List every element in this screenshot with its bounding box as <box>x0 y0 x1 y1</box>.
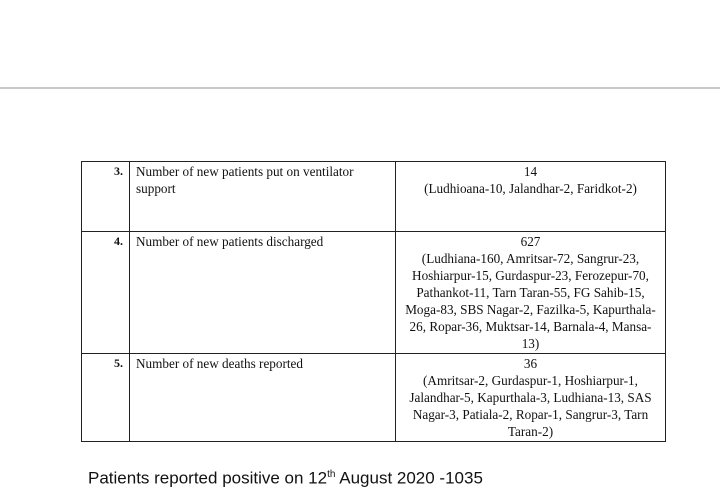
row-value <box>396 354 666 442</box>
value-breakdown: (Ludhioana-10, Jalandhar-2, Faridkot-2) <box>424 181 637 196</box>
row-description: Number of new patients discharged <box>130 232 396 354</box>
page-divider <box>0 87 720 89</box>
row-description: Number of new deaths reported <box>130 354 396 442</box>
summary-ordinal: th <box>327 469 336 480</box>
summary-prefix: Patients reported positive on 12 <box>88 468 328 488</box>
value-breakdown: (Ludhiana-160, Amritsar-72, Sangrur-23, Hoshiarpur-15, Gurdaspur-23, Ferozepur-70, Pathankot-11, Tarn Taran-55, FG Sahib-15, Moga-83, SBS Nagar-2, Fazilka-5, Kapurthala-26, Ropar-36, Muktsar-14, Barnala-4, Mansa-13) <box>405 251 656 351</box>
table-row <box>82 354 666 442</box>
table-row <box>82 162 666 232</box>
row-value <box>396 232 666 354</box>
summary-suffix: August 2020 -1035 <box>335 468 483 488</box>
row-number: 4. <box>82 232 130 354</box>
value-count: 36 <box>523 356 538 371</box>
covid-report-table <box>81 161 666 442</box>
value-count: 627 <box>520 234 541 249</box>
table-row <box>82 232 666 354</box>
row-description: Number of new patients put on ventilator support <box>130 162 396 232</box>
row-number: 5. <box>82 354 130 442</box>
value-count: 14 <box>523 164 538 179</box>
row-number: 3. <box>82 162 130 232</box>
row-value <box>396 162 666 232</box>
value-breakdown: (Amritsar-2, Gurdaspur-1, Hoshiarpur-1, Jalandhar-5, Kapurthala-3, Ludhiana-13, SAS Nagar-3, Patiala-2, Ropar-1, Sangrur-3, Tarn Taran-2) <box>409 373 652 439</box>
positive-cases-summary <box>88 464 483 490</box>
